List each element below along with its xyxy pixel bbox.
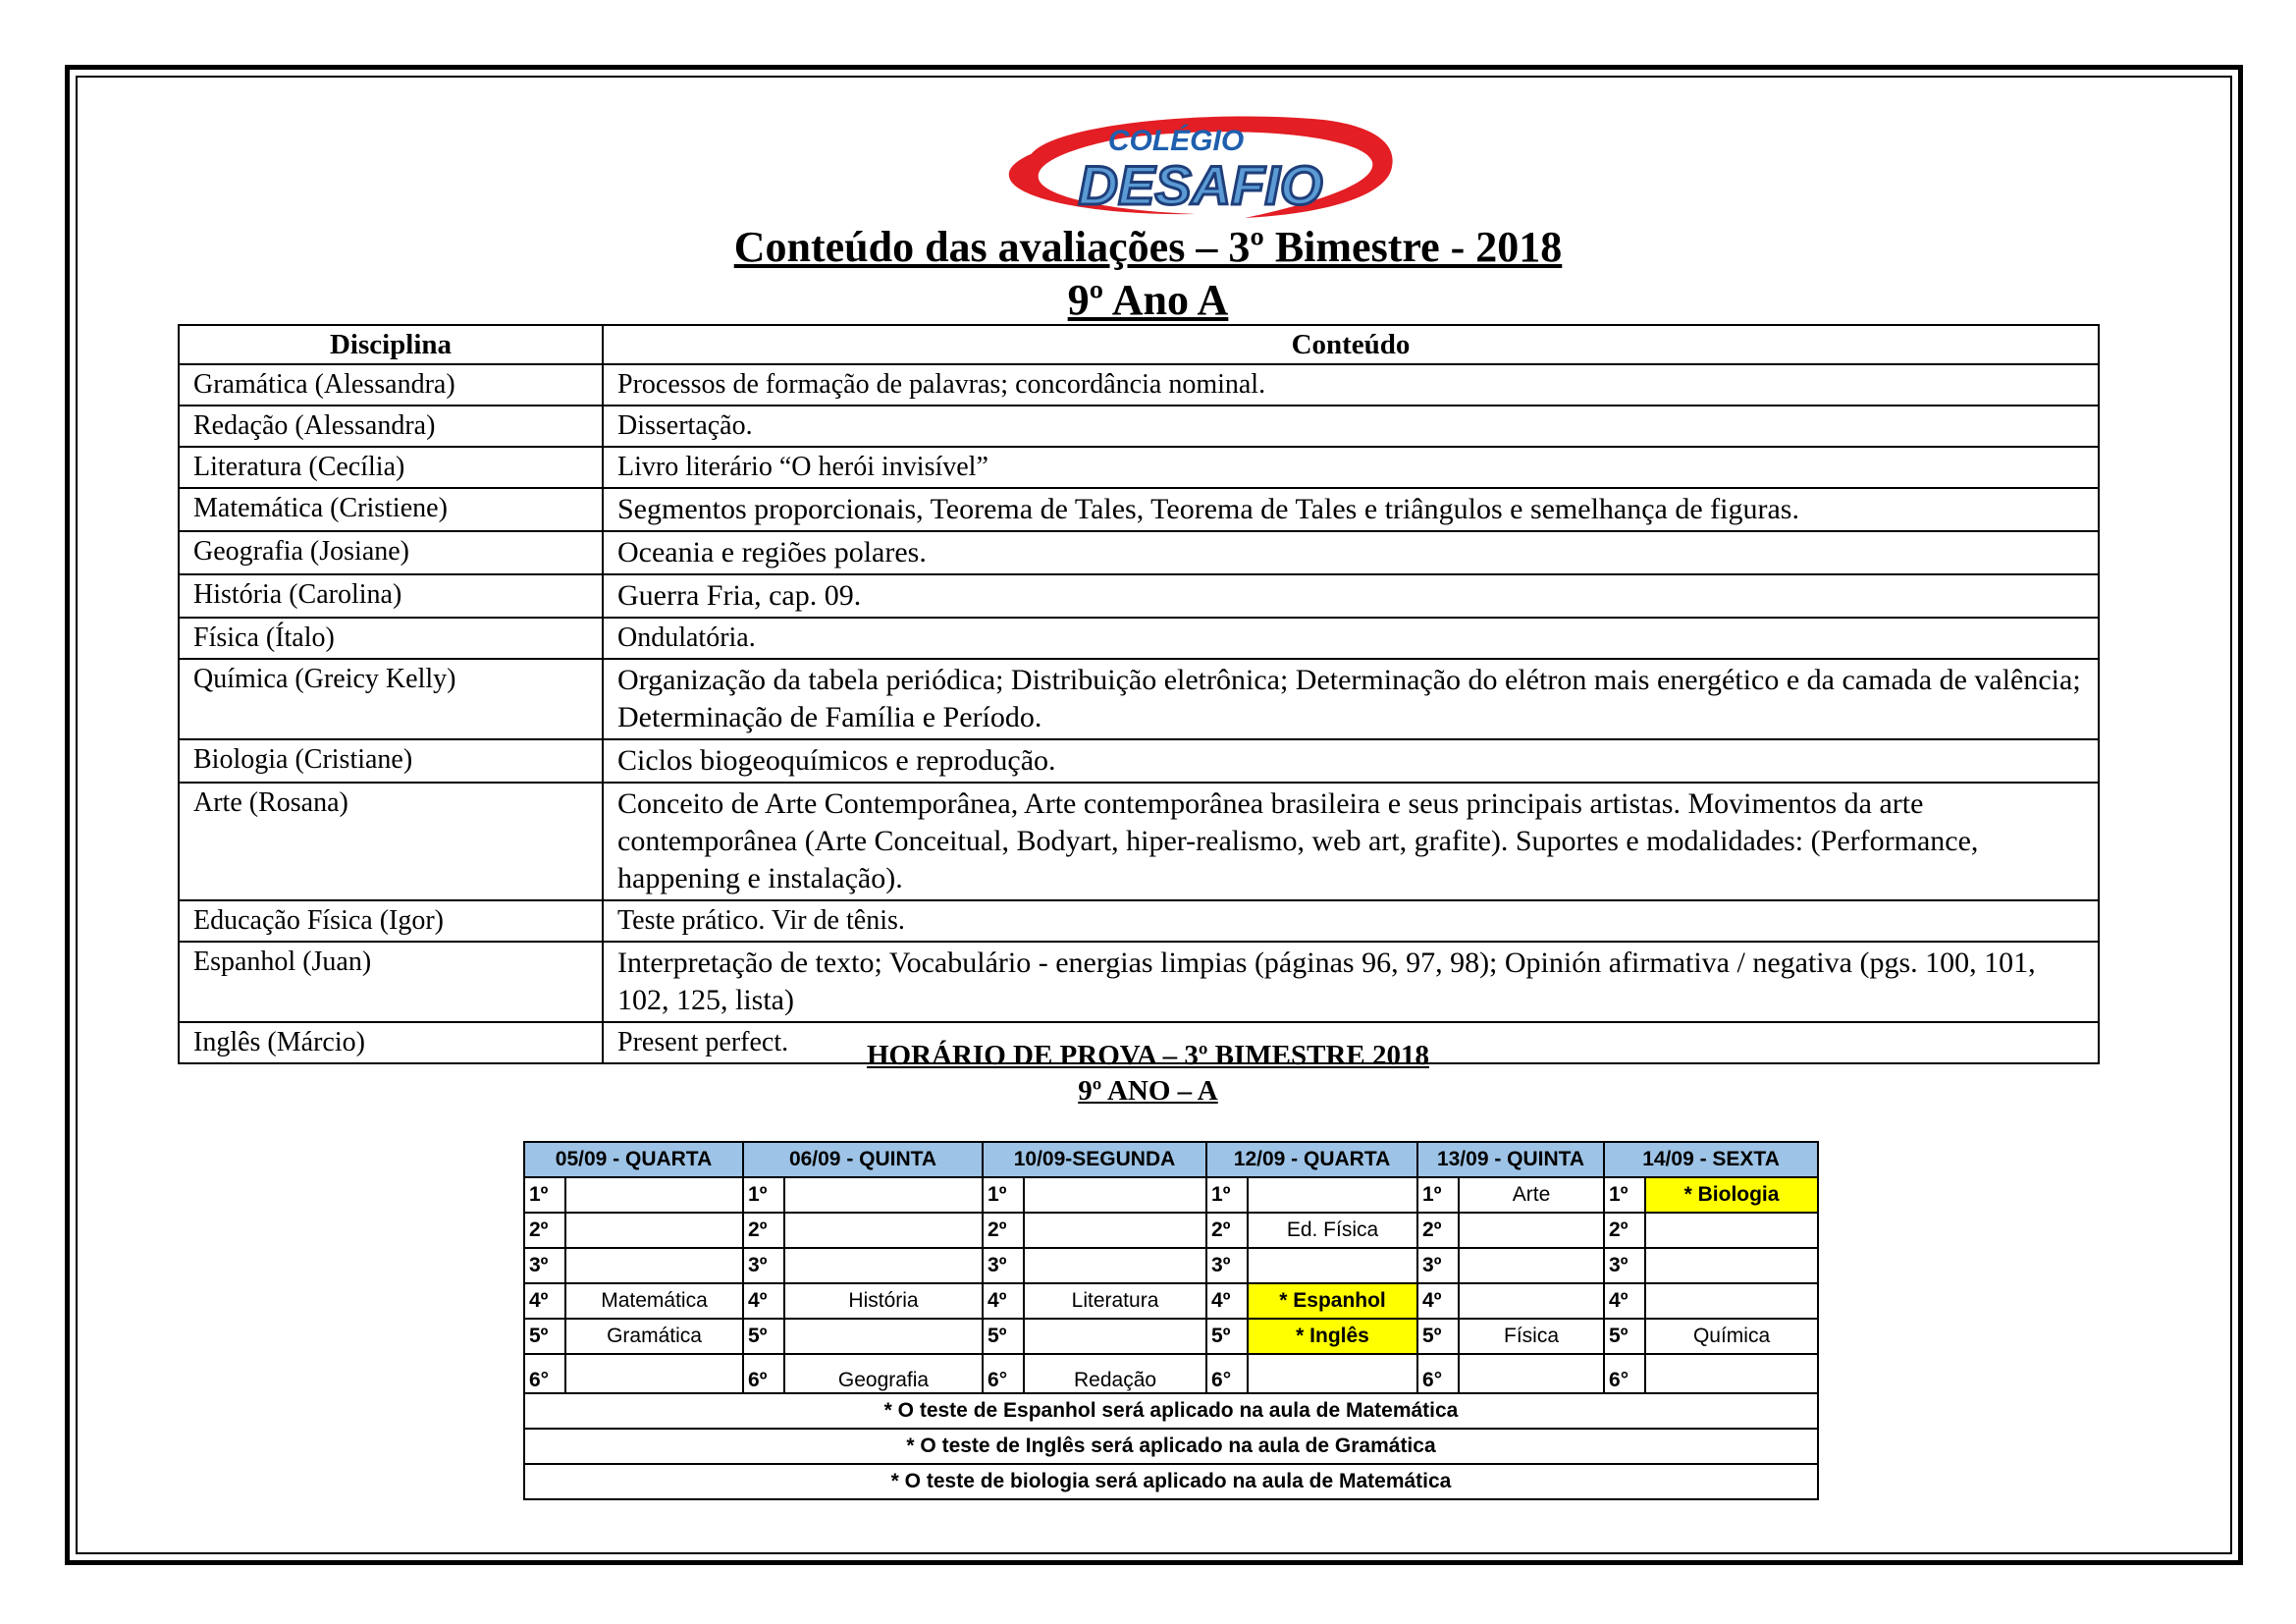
subject-slot	[1645, 1248, 1818, 1283]
period-number: 5º	[743, 1319, 784, 1354]
schedule-note-row	[524, 1464, 1818, 1499]
content-cell: Organização da tabela periódica; Distribuição eletrônica; Determinação do elétron mais energético e da camada de valência; Determinação de Família e Período.	[603, 659, 2099, 739]
period-number: 2º	[524, 1213, 565, 1248]
table-row	[179, 739, 2099, 783]
subject-slot: Ed. Física	[1248, 1213, 1417, 1248]
subject-slot-highlighted: * Espanhol	[1248, 1283, 1417, 1319]
schedule-title: HORÁRIO DE PROVA – 3º BIMESTRE 2018	[866, 1040, 1429, 1071]
period-number: 5º	[1604, 1319, 1645, 1354]
period-number: 3º	[1604, 1248, 1645, 1283]
content-cell: Present perfect.	[603, 1022, 2099, 1063]
table-row	[179, 531, 2099, 574]
period-number: 6°	[524, 1354, 565, 1393]
table-row	[179, 659, 2099, 739]
period-number: 6°	[1206, 1354, 1248, 1393]
subject-slot-highlighted: * Inglês	[1248, 1319, 1417, 1354]
table-row	[179, 942, 2099, 1022]
period-number: 2º	[1604, 1213, 1645, 1248]
period-number: 2º	[1206, 1213, 1248, 1248]
table-row	[179, 406, 2099, 447]
subject-slot	[1459, 1213, 1604, 1248]
period-number: 5º	[1417, 1319, 1459, 1354]
content-cell: Processos de formação de palavras; concordância nominal.	[603, 364, 2099, 406]
schedule-note: * O teste de Espanhol será aplicado na aula de Matemática	[524, 1393, 1818, 1429]
subject-slot	[784, 1213, 983, 1248]
schedule-header-row	[524, 1142, 1818, 1177]
subject-cell: Literatura (Cecília)	[179, 447, 603, 488]
schedule-row	[524, 1283, 1818, 1319]
period-number: 1º	[983, 1177, 1024, 1213]
period-number: 4º	[743, 1283, 784, 1319]
content-cell: Ciclos biogeoquímicos e reprodução.	[603, 739, 2099, 783]
subject-slot: Física	[1459, 1319, 1604, 1354]
subject-cell: Espanhol (Juan)	[179, 942, 603, 1022]
day-header: 12/09 - QUARTA	[1206, 1142, 1417, 1177]
content-cell: Dissertação.	[603, 406, 2099, 447]
table-row	[179, 447, 2099, 488]
subject-slot	[784, 1319, 983, 1354]
day-header: 14/09 - SEXTA	[1604, 1142, 1818, 1177]
content-cell: Segmentos proporcionais, Teorema de Tales, Teorema de Tales e triângulos e semelhança de figuras.	[603, 488, 2099, 531]
table-row	[179, 574, 2099, 618]
subject-cell: Matemática (Cristiene)	[179, 488, 603, 531]
subject-slot	[1459, 1354, 1604, 1393]
period-number: 1º	[1417, 1177, 1459, 1213]
schedule-note: * O teste de biologia será aplicado na aula de Matemática	[524, 1464, 1818, 1499]
period-number: 2º	[1417, 1213, 1459, 1248]
subject-cell: História (Carolina)	[179, 574, 603, 618]
schedule-row	[524, 1248, 1818, 1283]
subject-slot	[1248, 1354, 1417, 1393]
subject-slot	[1645, 1213, 1818, 1248]
day-header: 10/09-SEGUNDA	[983, 1142, 1206, 1177]
subject-slot	[784, 1248, 983, 1283]
subject-cell: Física (Ítalo)	[179, 618, 603, 659]
subject-slot: Matemática	[565, 1283, 743, 1319]
period-number: 3º	[983, 1248, 1024, 1283]
subject-slot	[1024, 1213, 1206, 1248]
period-number: 6º	[743, 1354, 784, 1393]
content-cell: Ondulatória.	[603, 618, 2099, 659]
colegio-desafio-logo	[999, 108, 1404, 221]
subject-slot	[565, 1177, 743, 1213]
schedule-row	[524, 1354, 1818, 1393]
period-number: 4º	[983, 1283, 1024, 1319]
period-number: 2º	[983, 1213, 1024, 1248]
table-row	[179, 900, 2099, 942]
period-number: 5º	[524, 1319, 565, 1354]
day-header: 05/09 - QUARTA	[524, 1142, 743, 1177]
period-number: 1º	[1604, 1177, 1645, 1213]
content-cell: Guerra Fria, cap. 09.	[603, 574, 2099, 618]
subject-slot: Gramática	[565, 1319, 743, 1354]
schedule-row	[524, 1319, 1818, 1354]
period-number: 1º	[1206, 1177, 1248, 1213]
period-number: 3º	[524, 1248, 565, 1283]
subject-slot	[565, 1248, 743, 1283]
period-number: 6°	[1604, 1354, 1645, 1393]
content-cell: Teste prático. Vir de tênis.	[603, 900, 2099, 942]
period-number: 6°	[1417, 1354, 1459, 1393]
period-number: 2º	[743, 1213, 784, 1248]
period-number: 3º	[1206, 1248, 1248, 1283]
subject-slot: Arte	[1459, 1177, 1604, 1213]
subject-slot	[1645, 1283, 1818, 1319]
subject-slot	[784, 1177, 983, 1213]
subject-cell: Biologia (Cristiane)	[179, 739, 603, 783]
subject-slot	[1024, 1248, 1206, 1283]
period-number: 4º	[1604, 1283, 1645, 1319]
period-number: 5º	[1206, 1319, 1248, 1354]
period-number: 4º	[1417, 1283, 1459, 1319]
subject-slot-highlighted: * Biologia	[1645, 1177, 1818, 1213]
schedule-subtitle: 9º ANO – A	[1078, 1075, 1218, 1107]
content-cell: Livro literário “O herói invisível”	[603, 447, 2099, 488]
content-cell: Oceania e regiões polares.	[603, 531, 2099, 574]
logo-text-desafio: DESAFIO	[1078, 154, 1323, 216]
day-header: 13/09 - QUINTA	[1417, 1142, 1604, 1177]
page-subtitle: 9º Ano A	[1067, 276, 1229, 324]
header-conteudo: Conteúdo	[603, 325, 2099, 364]
schedule-row	[524, 1177, 1818, 1213]
period-number: 6°	[983, 1354, 1024, 1393]
header-disciplina: Disciplina	[179, 325, 603, 364]
subject-cell: Gramática (Alessandra)	[179, 364, 603, 406]
day-header: 06/09 - QUINTA	[743, 1142, 983, 1177]
subject-cell: Educação Física (Igor)	[179, 900, 603, 942]
subject-cell: Química (Greicy Kelly)	[179, 659, 603, 739]
schedule-note-row	[524, 1393, 1818, 1429]
period-number: 1º	[524, 1177, 565, 1213]
table-row	[179, 488, 2099, 531]
content-table	[178, 324, 2100, 1064]
logo-text-colegio: COLÉGIO	[1107, 125, 1245, 157]
subject-slot	[1024, 1177, 1206, 1213]
exam-schedule-table	[523, 1141, 1819, 1500]
subject-slot	[565, 1354, 743, 1393]
table-row	[179, 783, 2099, 900]
content-cell: Conceito de Arte Contemporânea, Arte contemporânea brasileira e seus principais artistas. Movimentos da arte contemporânea (Arte Conceitual, Bodyart, hiper-realismo, web art, grafite). Suportes e modalidades: (Performance, happening e instalação).	[603, 783, 2099, 900]
period-number: 1º	[743, 1177, 784, 1213]
subject-slot: História	[784, 1283, 983, 1319]
subject-cell: Geografia (Josiane)	[179, 531, 603, 574]
table-row	[179, 618, 2099, 659]
period-number: 3º	[743, 1248, 784, 1283]
subject-slot	[1024, 1319, 1206, 1354]
subject-cell: Inglês (Márcio)	[179, 1022, 603, 1063]
content-cell: Interpretação de texto; Vocabulário - energias limpias (páginas 96, 97, 98); Opinión afirmativa / negativa (pgs. 100, 101, 102, 125, lista)	[603, 942, 2099, 1022]
period-number: 4º	[1206, 1283, 1248, 1319]
subject-slot	[1248, 1177, 1417, 1213]
subject-slot	[1459, 1283, 1604, 1319]
schedule-row	[524, 1213, 1818, 1248]
subject-slot	[1645, 1354, 1818, 1393]
subject-slot: Literatura	[1024, 1283, 1206, 1319]
period-number: 4º	[524, 1283, 565, 1319]
page-title: Conteúdo das avaliações – 3º Bimestre - 2018	[733, 223, 1563, 271]
subject-cell: Arte (Rosana)	[179, 783, 603, 900]
subject-slot: Geografia	[784, 1354, 983, 1393]
period-number: 3º	[1417, 1248, 1459, 1283]
table-row	[179, 364, 2099, 406]
subject-slot: Redação	[1024, 1354, 1206, 1393]
subject-slot	[565, 1213, 743, 1248]
subject-slot: Química	[1645, 1319, 1818, 1354]
content-table-header-row	[179, 325, 2099, 364]
period-number: 5º	[983, 1319, 1024, 1354]
schedule-note-row	[524, 1429, 1818, 1464]
subject-cell: Redação (Alessandra)	[179, 406, 603, 447]
schedule-note: * O teste de Inglês será aplicado na aula de Gramática	[524, 1429, 1818, 1464]
subject-slot	[1459, 1248, 1604, 1283]
subject-slot	[1248, 1248, 1417, 1283]
